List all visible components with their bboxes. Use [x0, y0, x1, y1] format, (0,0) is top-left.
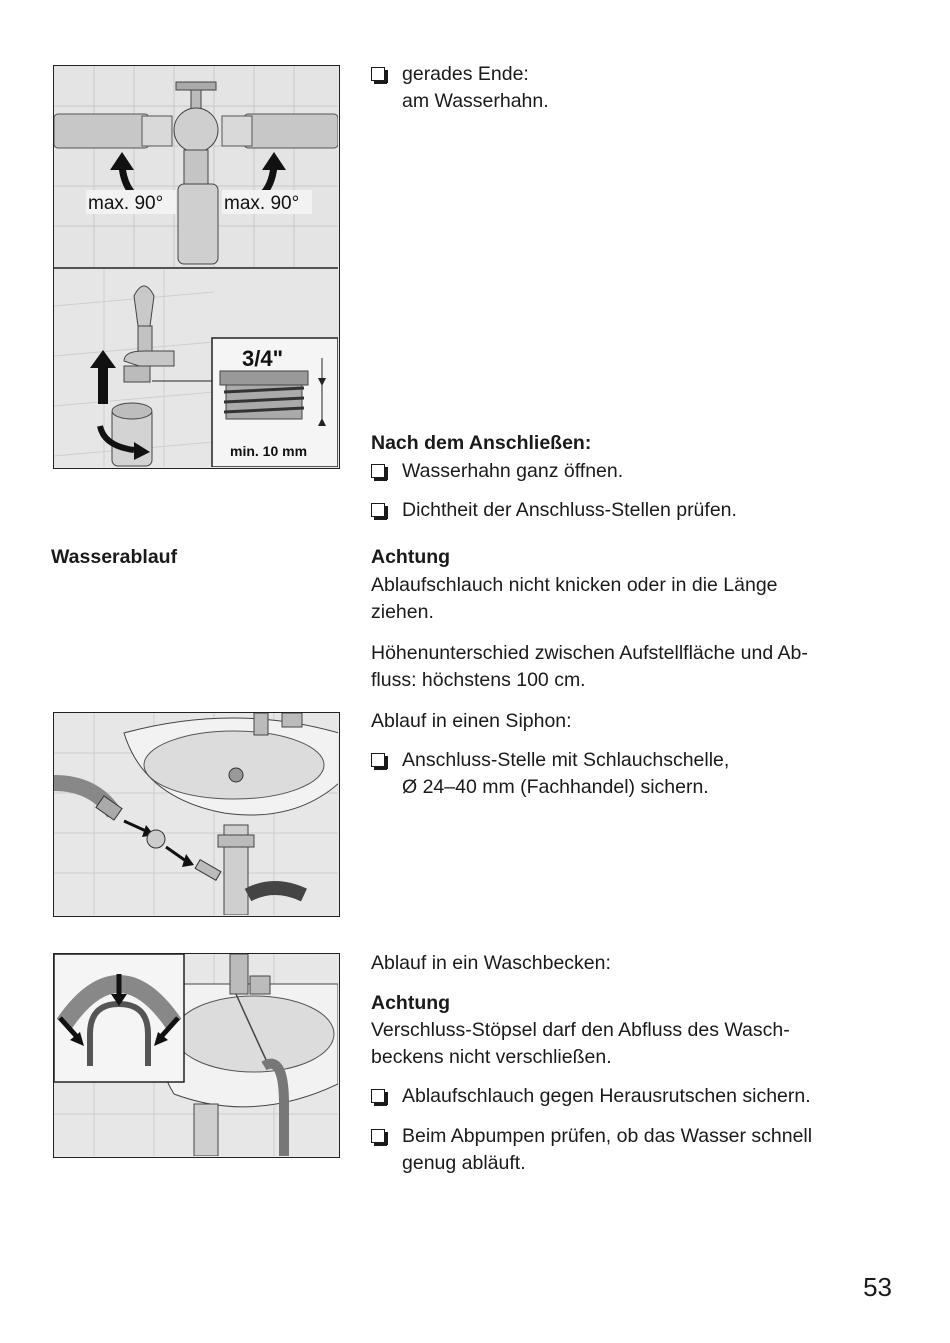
- list-item: [371, 1123, 891, 1177]
- item-text: am Wasserhahn.: [402, 90, 549, 112]
- warning-text: Ablaufschlauch nicht knicken oder in die Länge: [371, 574, 778, 596]
- achtung-heading: Achtung: [371, 546, 451, 568]
- label-fraction: 3/4": [242, 346, 284, 371]
- list-item: [371, 1083, 891, 1110]
- item-text: Ablaufschlauch gegen Herausrutschen sichern.: [402, 1085, 811, 1107]
- list-item: [371, 747, 891, 801]
- label-max-90-left: max. 90°: [88, 193, 164, 214]
- item-text: Anschluss-Stelle mit Schlauchschelle,: [402, 749, 730, 771]
- heading-nach-dem-anschliessen: Nach dem Anschließen:: [371, 432, 592, 454]
- figure-hose-connection: [53, 65, 340, 469]
- hose-connection-illustration: [54, 66, 338, 467]
- siphon-intro: Ablauf in einen Siphon:: [371, 710, 572, 732]
- item-text: Ø 24–40 mm (Fachhandel) sichern.: [402, 776, 709, 798]
- warning-text: beckens nicht verschließen.: [371, 1046, 612, 1068]
- checkbox-bullet-icon: [371, 503, 385, 517]
- list-item: [371, 497, 891, 524]
- figure-wash-basin: [53, 953, 340, 1158]
- checkbox-bullet-icon: [371, 753, 385, 767]
- wash-basin-illustration: [54, 954, 338, 1156]
- siphon-illustration: [54, 713, 338, 915]
- figure-siphon: [53, 712, 340, 917]
- waschbecken-intro: Ablauf in ein Waschbecken:: [371, 952, 611, 974]
- item-text: gerades Ende:: [402, 63, 529, 85]
- list-item: [371, 61, 891, 115]
- warning-text: Verschluss-Stöpsel darf den Abfluss des Wasch-: [371, 1019, 790, 1041]
- checkbox-bullet-icon: [371, 464, 385, 478]
- item-text: genug abläuft.: [402, 1152, 526, 1174]
- height-text: Höhenunterschied zwischen Aufstellfläche und Ab-: [371, 642, 808, 664]
- achtung-heading: Achtung: [371, 992, 451, 1014]
- page-number: 53: [863, 1272, 892, 1302]
- height-text: fluss: höchstens 100 cm.: [371, 669, 586, 691]
- checkbox-bullet-icon: [371, 1089, 385, 1103]
- checkbox-bullet-icon: [371, 67, 385, 81]
- label-min-10mm: min. 10 mm: [230, 443, 308, 459]
- list-item: [371, 458, 891, 485]
- item-text: Beim Abpumpen prüfen, ob das Wasser schnell: [402, 1125, 813, 1147]
- item-text: Wasserhahn ganz öffnen.: [402, 460, 624, 482]
- side-heading-wasserablauf: Wasserablauf: [51, 546, 178, 568]
- warning-text: ziehen.: [371, 601, 434, 623]
- label-max-90-right: max. 90°: [224, 193, 300, 214]
- item-text: Dichtheit der Anschluss-Stellen prüfen.: [402, 499, 737, 521]
- checkbox-bullet-icon: [371, 1129, 385, 1143]
